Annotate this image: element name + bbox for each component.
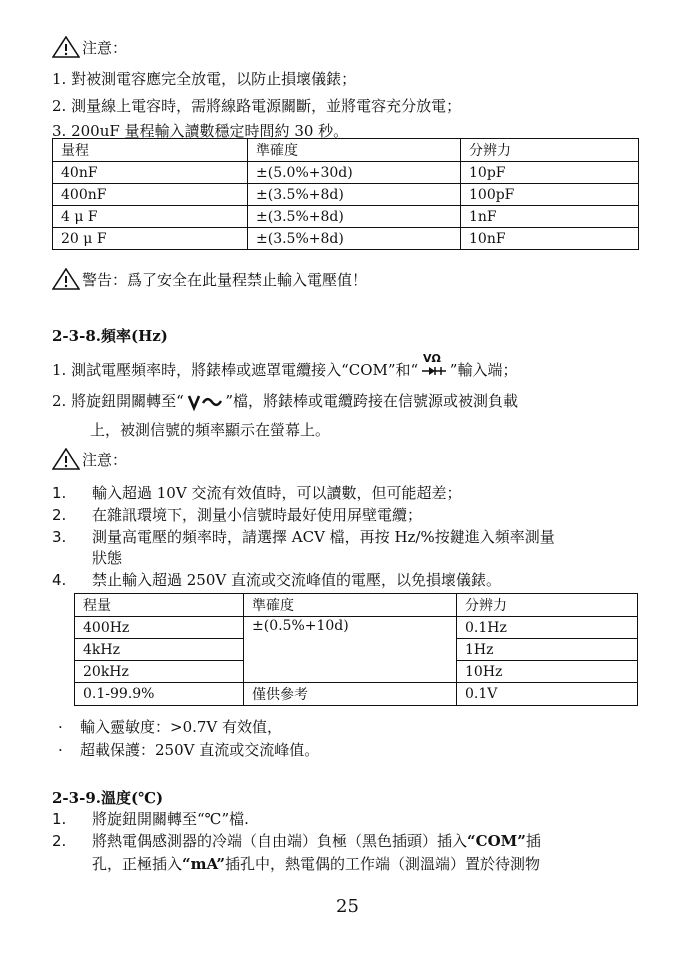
- freq-instruction-1-text-end: ”輸入端；: [449, 361, 518, 379]
- step-text: 將旋鈕開關轉至“℃”檔.: [92, 810, 249, 828]
- note-number: 4.: [52, 571, 67, 589]
- table-cell: 1Hz: [457, 639, 638, 661]
- freq-instruction-2-text: 2. 將旋鈕開關轉至“: [52, 392, 184, 410]
- table-cell: 400nF: [53, 184, 248, 206]
- table-cell: 4 μ F: [53, 206, 248, 228]
- table-cell: 20 μ F: [53, 228, 248, 250]
- warning-triangle-icon: [52, 268, 80, 290]
- caution-note: [52, 569, 501, 590]
- table-cell: ±(5.0%+30d): [248, 162, 461, 184]
- section-heading-temperature: 2-3-9.溫度(℃): [52, 789, 164, 807]
- table-row: [75, 683, 638, 706]
- caution-title: 注意：: [82, 450, 128, 469]
- table-cell: 0.1V: [457, 683, 638, 706]
- caution-note: [52, 547, 122, 568]
- freq-instruction-1-text: 1. 測試電壓頻率時，將錶棒或遮罩電纜接入“COM”和“: [52, 361, 419, 379]
- caution-item: 1. 對被測電容應完全放電，以防止損壞儀錶；: [52, 70, 357, 88]
- step-text: 孔，正極插入: [92, 855, 183, 873]
- step-text: 插孔中，熱電偶的工作端（測溫端）置於待測物: [225, 855, 541, 873]
- table-cell: 20kHz: [75, 661, 244, 683]
- bullet-text: 超載保護：250V 直流或交流峰值。: [80, 741, 320, 759]
- table-row: [53, 184, 639, 206]
- table-header-cell: 量程: [53, 139, 248, 162]
- bullet-item: [58, 716, 282, 737]
- table-header-cell: 程量: [75, 594, 244, 617]
- caution-item: 3. 200uF 量程輸入讀數穩定時間約 30 秒。: [52, 122, 349, 140]
- step-number: 1.: [52, 810, 67, 828]
- freq-instruction-2: [52, 390, 518, 411]
- ac-voltage-icon: [187, 393, 223, 411]
- bullet-dot: ·: [58, 718, 63, 736]
- table-cell: 僅供參考: [244, 683, 457, 706]
- temp-step-2-cont: [92, 853, 540, 874]
- table-header-cell: 準確度: [244, 594, 457, 617]
- note-number: 1.: [52, 484, 67, 502]
- table-row: [53, 228, 639, 250]
- table-cell: 40nF: [53, 162, 248, 184]
- warning-line: [52, 268, 367, 290]
- diode-icon: [421, 366, 447, 376]
- warning-text: 警告：爲了安全在此量程禁止輸入電壓值！: [82, 270, 368, 289]
- table-header-cell: 分辨力: [461, 139, 639, 162]
- freq-instruction-2-text-end: ”檔，將錶棒或電纜跨接在信號源或被測負載: [225, 392, 518, 410]
- table-cell: 4kHz: [75, 639, 244, 661]
- section-heading-frequency: 2-3-8.頻率(Hz): [52, 327, 168, 345]
- page-number: 25: [336, 896, 359, 917]
- warning-triangle-icon: [52, 36, 80, 58]
- freq-instruction-1: [52, 352, 518, 382]
- caution-item: 2. 測量線上電容時，需將線路電源關斷，並將電容充分放電；: [52, 97, 462, 115]
- capacitance-spec-table: [52, 138, 639, 250]
- note-text: 測量高電壓的頻率時，請選擇 ACV 檔，再按 Hz/%按鍵進入頻率測量: [92, 528, 555, 546]
- vohm-terminal-icon: [421, 352, 447, 378]
- freq-instruction-2-cont: 上，被測信號的頻率顯示在螢幕上。: [90, 421, 331, 439]
- table-cell: 0.1-99.9%: [75, 683, 244, 706]
- table-row: [53, 162, 639, 184]
- table-row: [53, 206, 639, 228]
- note-number: 2.: [52, 506, 67, 524]
- table-cell: ±(3.5%+8d): [248, 184, 461, 206]
- note-text: 狀態: [92, 549, 123, 567]
- table-cell: ±(3.5%+8d): [248, 228, 461, 250]
- table-row: [75, 617, 638, 639]
- step-number: 2.: [52, 832, 67, 850]
- table-cell: 1nF: [461, 206, 639, 228]
- caution-note: [52, 482, 461, 503]
- note-number: 3.: [52, 528, 67, 546]
- table-cell: 10pF: [461, 162, 639, 184]
- note-text: 在雜訊環境下，測量小信號時最好使用屏壁電纜；: [92, 506, 423, 524]
- table-cell: 400Hz: [75, 617, 244, 639]
- table-cell: 100pF: [461, 184, 639, 206]
- bullet-text: 輸入靈敏度：>0.7V 有效值，: [80, 718, 283, 736]
- bullet-item: [58, 739, 319, 760]
- table-header-row: [75, 594, 638, 617]
- step-text-bold: “mA”: [182, 855, 226, 873]
- table-cell: 10nF: [461, 228, 639, 250]
- step-text: 插: [525, 832, 541, 850]
- terminal-label: VΩ: [423, 352, 441, 365]
- table-header-row: [53, 139, 639, 162]
- note-text: 禁止輸入超過 250V 直流或交流峰值的電壓，以免損壞儀錶。: [92, 571, 502, 589]
- temp-step-2: [52, 830, 541, 851]
- table-header-cell: 分辨力: [457, 594, 638, 617]
- step-text: 將熱電偶感測器的冷端（自由端）負極（黑色插頭）插入: [92, 832, 468, 850]
- frequency-spec-table: [74, 593, 638, 706]
- warning-triangle-icon: [52, 448, 80, 470]
- table-cell: ±(3.5%+8d): [248, 206, 461, 228]
- temp-step-1: [52, 808, 249, 829]
- step-text-bold: “COM”: [467, 832, 526, 850]
- caution-title: 注意：: [82, 38, 128, 57]
- note-text: 輸入超過 10V 交流有效值時，可以讀數，但可能超差；: [92, 484, 462, 502]
- caution-note: [52, 526, 555, 547]
- bullet-dot: ·: [58, 741, 63, 759]
- table-cell: ±(0.5%+10d): [244, 617, 457, 683]
- caution-note: [52, 504, 422, 525]
- caution-header: [52, 36, 127, 58]
- caution-header: [52, 448, 127, 470]
- table-cell: 10Hz: [457, 661, 638, 683]
- table-header-cell: 準確度: [248, 139, 461, 162]
- table-cell: 0.1Hz: [457, 617, 638, 639]
